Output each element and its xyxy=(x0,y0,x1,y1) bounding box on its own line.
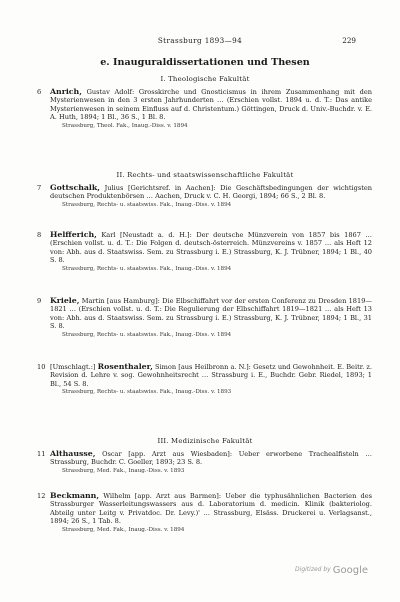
section-title-theology: I. Theologische Fakultät xyxy=(160,75,250,83)
entry-place: Strassburg, Rechts- u. staatswiss. Fak., Inaug.-Diss. v. 1894 xyxy=(62,265,232,272)
watermark-prefix: Digitized by xyxy=(295,566,331,573)
author-name: Althausse, xyxy=(50,449,96,458)
entry-6 xyxy=(37,87,372,130)
author-name: Rosenthaler, xyxy=(97,362,153,371)
section-title-law: II. Rechts- und staatswissenschaftliche Fakultät xyxy=(116,171,294,179)
entry-place: Strassburg, Rechts- u. staatswiss. Fak., Inaug.-Diss. v. 1894 xyxy=(62,201,232,208)
chapter-title: e. Inauguraldissertationen und Thesen xyxy=(100,57,310,68)
author-name: Helfferich, xyxy=(50,230,97,239)
entry-text: [Umschlagt.:] Rosenthaler, Simon [aus Heilbronn a. N.]: Gesetz und Gewohnheit. E. Beitr. z. Revision d. Lehre v. sog. Gewohnheitsrecht … Strassburg i. E., Buchdr. Gebr. Riedel, 1893; 1 Bl., 54 S. 8. xyxy=(50,362,372,388)
entry-10 xyxy=(37,362,372,396)
entry-number: 6 xyxy=(37,88,42,96)
entry-text: Kriele, Martin [aus Hamburg]: Die Elbschiffahrt vor der ersten Conferenz zu Dresden 1819—1821 … (Erschien vollst. u. d. T.: Die Regulierung der Elbschiffahrt 1819—1821 … als Heft 13 von: Abh. aus d. Staatswiss. Sem. zu Strassburg i. E.) Strassburg, K. J. Trübner, 1894; 1 Bl., 31 S. 8. xyxy=(50,296,372,331)
entry-7 xyxy=(37,183,373,209)
entry-text: Anrich, Gustav Adolf: Grosskirche und Gnosticismus in ihrem Zusammenhang mit den Mysterienwesen in den 3 ersten Jahrhunderten … (Erschien vollst. 1894 u. d. T.: Das antike Mysterienwesen in seinem Einfluss auf d. Christentum.) Göttingen, Druck d. Univ.-Buchdr. v. E. A. Huth, 1894; 1 Bl., 36 S., 1 Bl. 8. xyxy=(50,87,372,122)
entry-text: Althausse, Oscar [app. Arzt aus Wiesbaden]: Ueber erworbene Trachealfisteln … Strassburg, Buchdr. C. Goeller, 1893; 23 S. 8. xyxy=(50,449,372,467)
entry-text: Beckmann, Wilhelm [app. Arzt aus Barmen]: Ueber die typhusähnlichen Bacterien des Strassburger Wasserleitungswassers aus d. Laboratorium d. medicin. Klinik (bakteriolog. Abteilg unter Leitg v. Privatdoc. Dr. Levy.)' … Strassburg, Elsäss. Druckerei u. Verlagsanst., 1894; 26 S., 1 Tab. 8. xyxy=(50,491,372,526)
entry-place: Strassburg, Rechts- u. staatswiss. Fak., Inaug.-Diss. v. 1893 xyxy=(62,389,232,396)
entry-number: 11 xyxy=(37,450,46,458)
section-title-medicine: III. Medizinische Fakultät xyxy=(157,437,253,445)
entry-8 xyxy=(37,230,372,273)
watermark-brand: Google xyxy=(332,565,368,576)
entry-place: Strassburg, Med. Fak., Inaug.-Diss. v. 1894 xyxy=(62,526,185,533)
running-head-title: Strassburg 1893—94 xyxy=(157,36,243,45)
running-head xyxy=(0,36,400,48)
entry-number: 8 xyxy=(37,231,42,239)
entry-place: Strassburg, Theol. Fak., Inaug.-Diss. v. 1894 xyxy=(62,122,188,129)
entry-number: 10 xyxy=(37,363,46,371)
entry-place: Strassburg, Rechts- u. staatswiss. Fak., Inaug.-Diss. v. 1894 xyxy=(62,331,232,338)
digitized-watermark xyxy=(295,558,368,577)
entry-12 xyxy=(37,491,372,534)
entry-11 xyxy=(37,449,372,475)
entry-9 xyxy=(37,296,372,339)
author-name: Gottschalk, xyxy=(50,183,100,192)
entry-number: 7 xyxy=(37,184,42,192)
author-name: Anrich, xyxy=(50,87,82,96)
author-name: Beckmann, xyxy=(50,491,100,500)
entry-place: Strassburg, Med. Fak., Inaug.-Diss. v. 1893 xyxy=(62,467,185,474)
author-name: Kriele, xyxy=(50,296,80,305)
entry-number: 12 xyxy=(37,492,46,500)
entry-text: Helfferich, Karl [Neustadt a. d. H.]: Der deutsche Münzverein von 1857 bis 1867 … (Erschien vollst. u. d. T.: Die Folgen d. deutsch-österreich. Münzvereins v. 1857 … als Heft 12 von: Abh. aus d. Staatswiss. Sem. zu Strassburg i. E.) Strassburg, K. J. Trübner, 1894; 1 Bl., 40 S. 8. xyxy=(50,230,372,265)
page-number: 229 xyxy=(342,36,356,45)
entry-text: Gottschalk, Julius [Gerichtsref. in Aachen]: Die Geschäftsbedingungen der wichtigsten deutschen Produktenbörsen … Aachen, Druck v. C. H. Georgi, 1894; 66 S., 2 Bl. 8. xyxy=(50,183,373,201)
entry-number: 9 xyxy=(37,297,42,305)
